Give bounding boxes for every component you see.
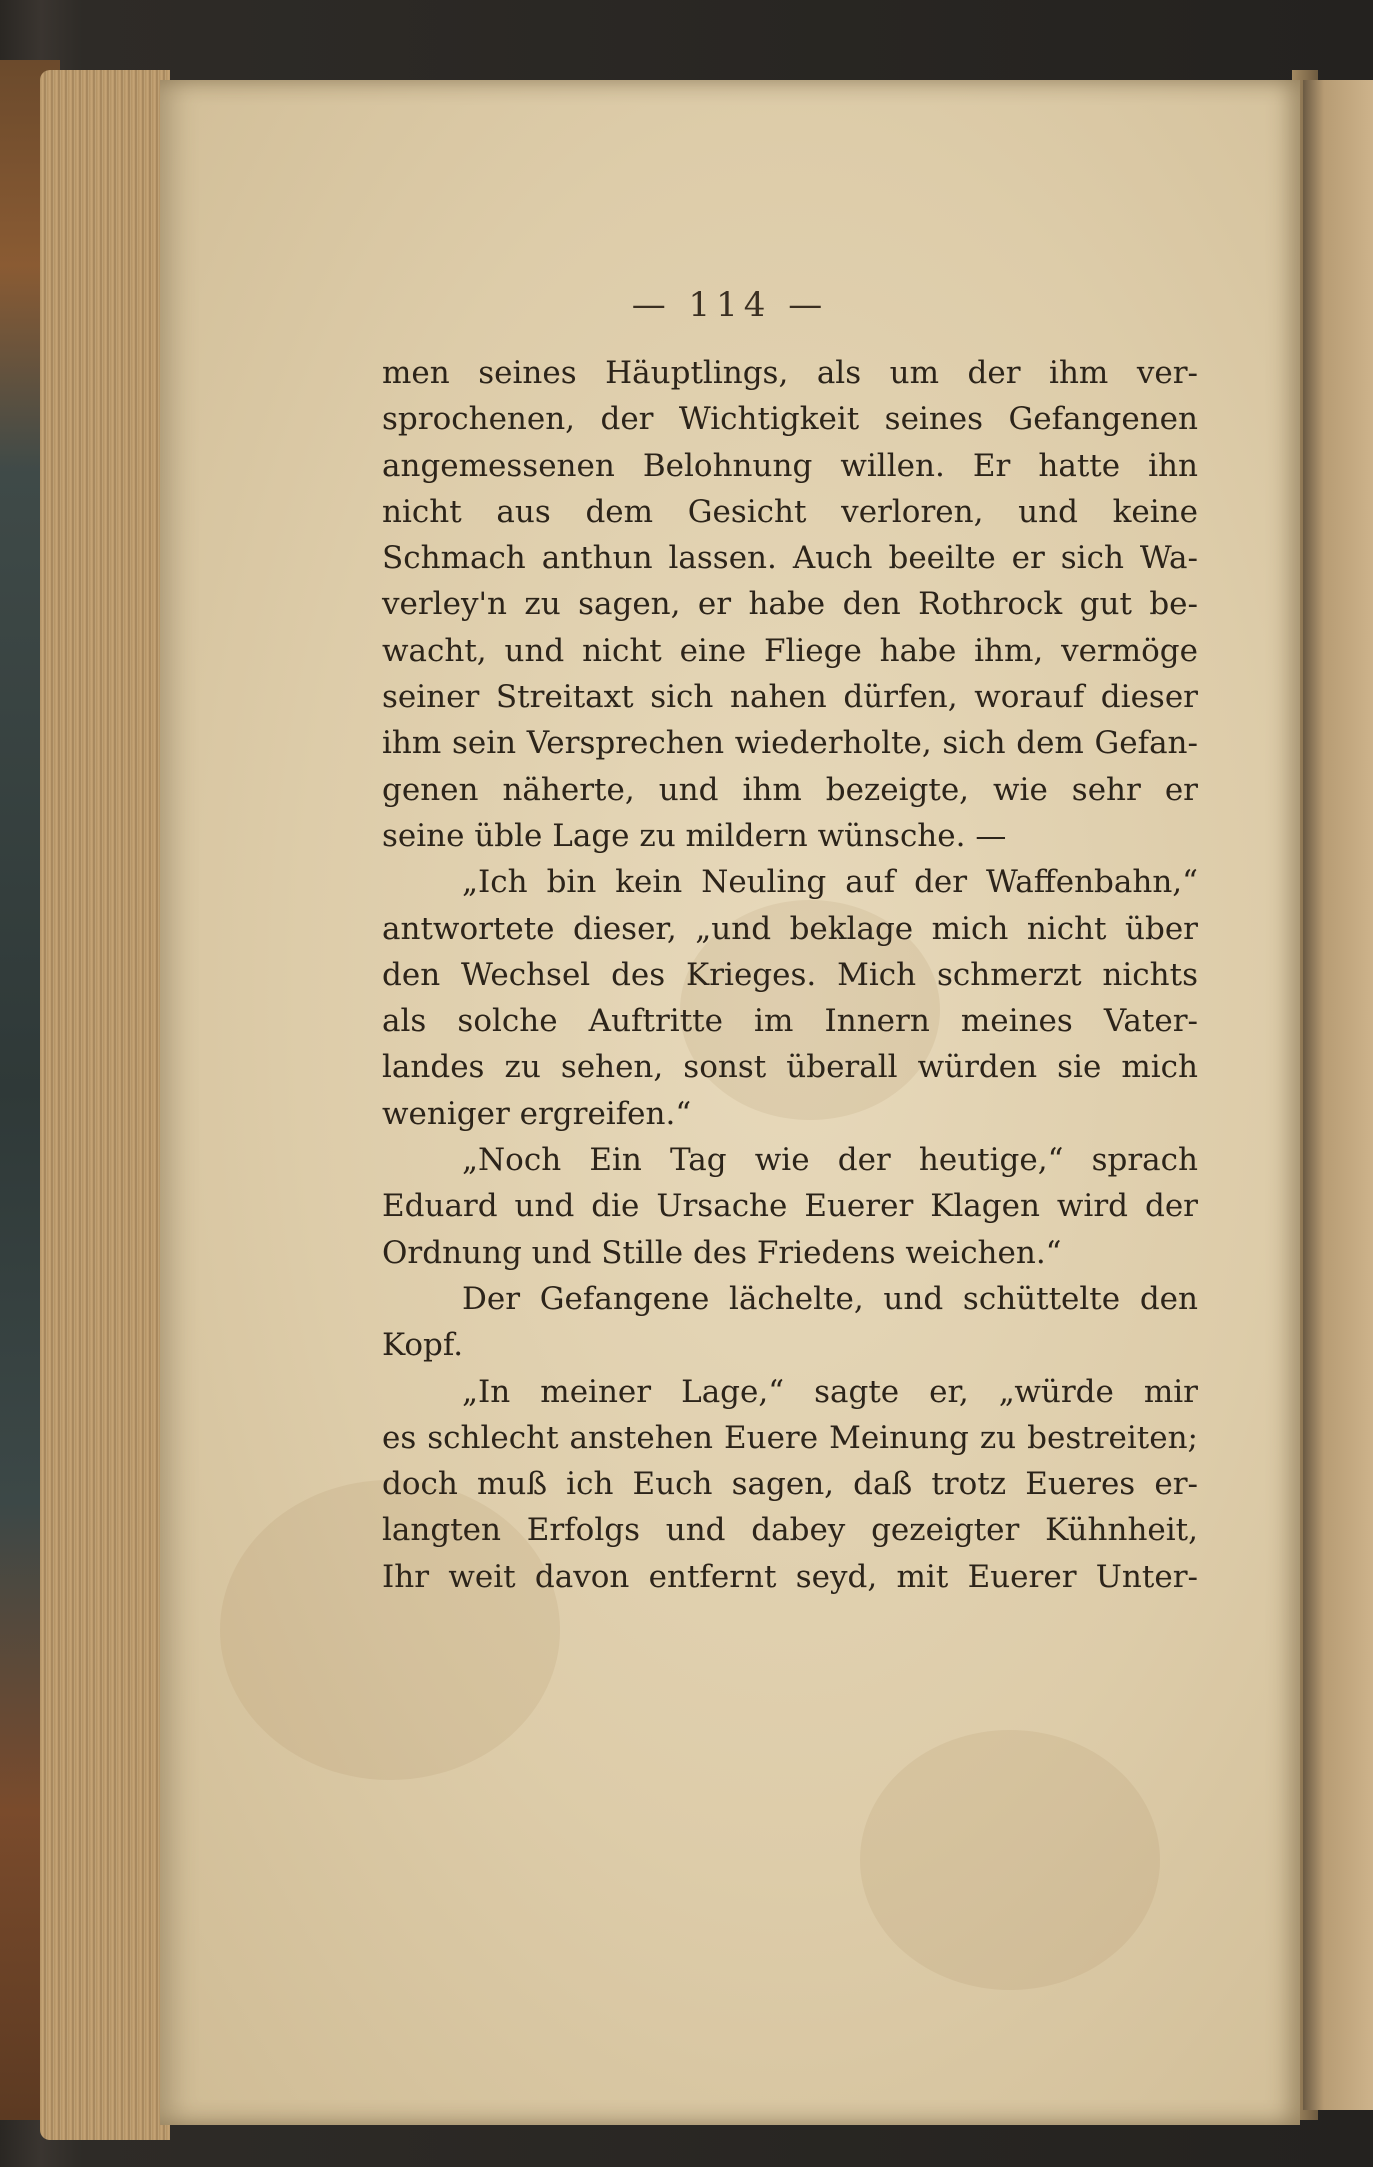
text-line: Ihr weit davon entfernt seyd, mit Euerer Unter- xyxy=(382,1558,1198,1595)
text-line: nicht aus dem Gesicht verloren, und keine xyxy=(382,493,1198,530)
text-line: verley'n zu sagen, er habe den Rothrock gut be- xyxy=(382,586,1198,623)
body-text xyxy=(382,350,1198,1600)
text-line: es schlecht anstehen Euere Meinung zu bestreiten; xyxy=(382,1419,1198,1456)
text-line: doch muß ich Euch sagen, daß trotz Eueres er- xyxy=(382,1466,1198,1503)
text-line: Schmach anthun lassen. Auch beeilte er sich Wa- xyxy=(382,540,1198,577)
text-line: seiner Streitaxt sich nahen dürfen, worauf dieser xyxy=(382,679,1198,716)
text-line: angemessenen Belohnung willen. Er hatte ihn xyxy=(382,447,1198,484)
facing-page-edge xyxy=(1303,80,1373,2110)
text-line: weniger ergreifen.“ xyxy=(382,1095,692,1132)
text-line: antwortete dieser, „und beklage mich nicht über xyxy=(382,910,1198,947)
book-page xyxy=(160,80,1300,2125)
page-number: — 114 — xyxy=(631,285,829,325)
text-line: men seines Häuptlings, als um der ihm ver- xyxy=(382,355,1198,391)
text-line: Ordnung und Stille des Friedens weichen.“ xyxy=(382,1234,1062,1271)
text-line: als solche Auftritte im Innern meines Vater- xyxy=(382,1003,1198,1040)
text-line: sprochenen, der Wichtigkeit seines Gefangenen xyxy=(382,401,1198,438)
text-line: landes zu sehen, sonst überall würden sie mich xyxy=(382,1049,1198,1086)
text-line: Eduard und die Ursache Euerer Klagen wird der xyxy=(382,1188,1198,1225)
text-line: Kopf. xyxy=(382,1327,464,1364)
text-line: langten Erfolgs und dabey gezeigter Kühnheit, xyxy=(382,1512,1198,1549)
text-line: Der Gefangene lächelte, und schüttelte den xyxy=(462,1280,1198,1317)
page-stack-edges xyxy=(40,70,170,2140)
text-line: „Noch Ein Tag wie der heutige,“ sprach xyxy=(462,1142,1198,1179)
text-line: ihm sein Versprechen wiederholte, sich dem Gefan- xyxy=(382,725,1198,762)
text-line: seine üble Lage zu mildern wünsche. — xyxy=(382,817,1007,854)
text-line: wacht, und nicht eine Fliege habe ihm, vermöge xyxy=(382,632,1198,669)
paper-stain xyxy=(860,1730,1160,1990)
text-line: den Wechsel des Krieges. Mich schmerzt nichts xyxy=(382,956,1198,993)
text-line: „Ich bin kein Neuling auf der Waffenbahn,“ xyxy=(462,864,1198,901)
text-line: genen näherte, und ihm bezeigte, wie sehr er xyxy=(382,771,1198,808)
text-line: „In meiner Lage,“ sagte er, „würde mir xyxy=(462,1373,1198,1410)
